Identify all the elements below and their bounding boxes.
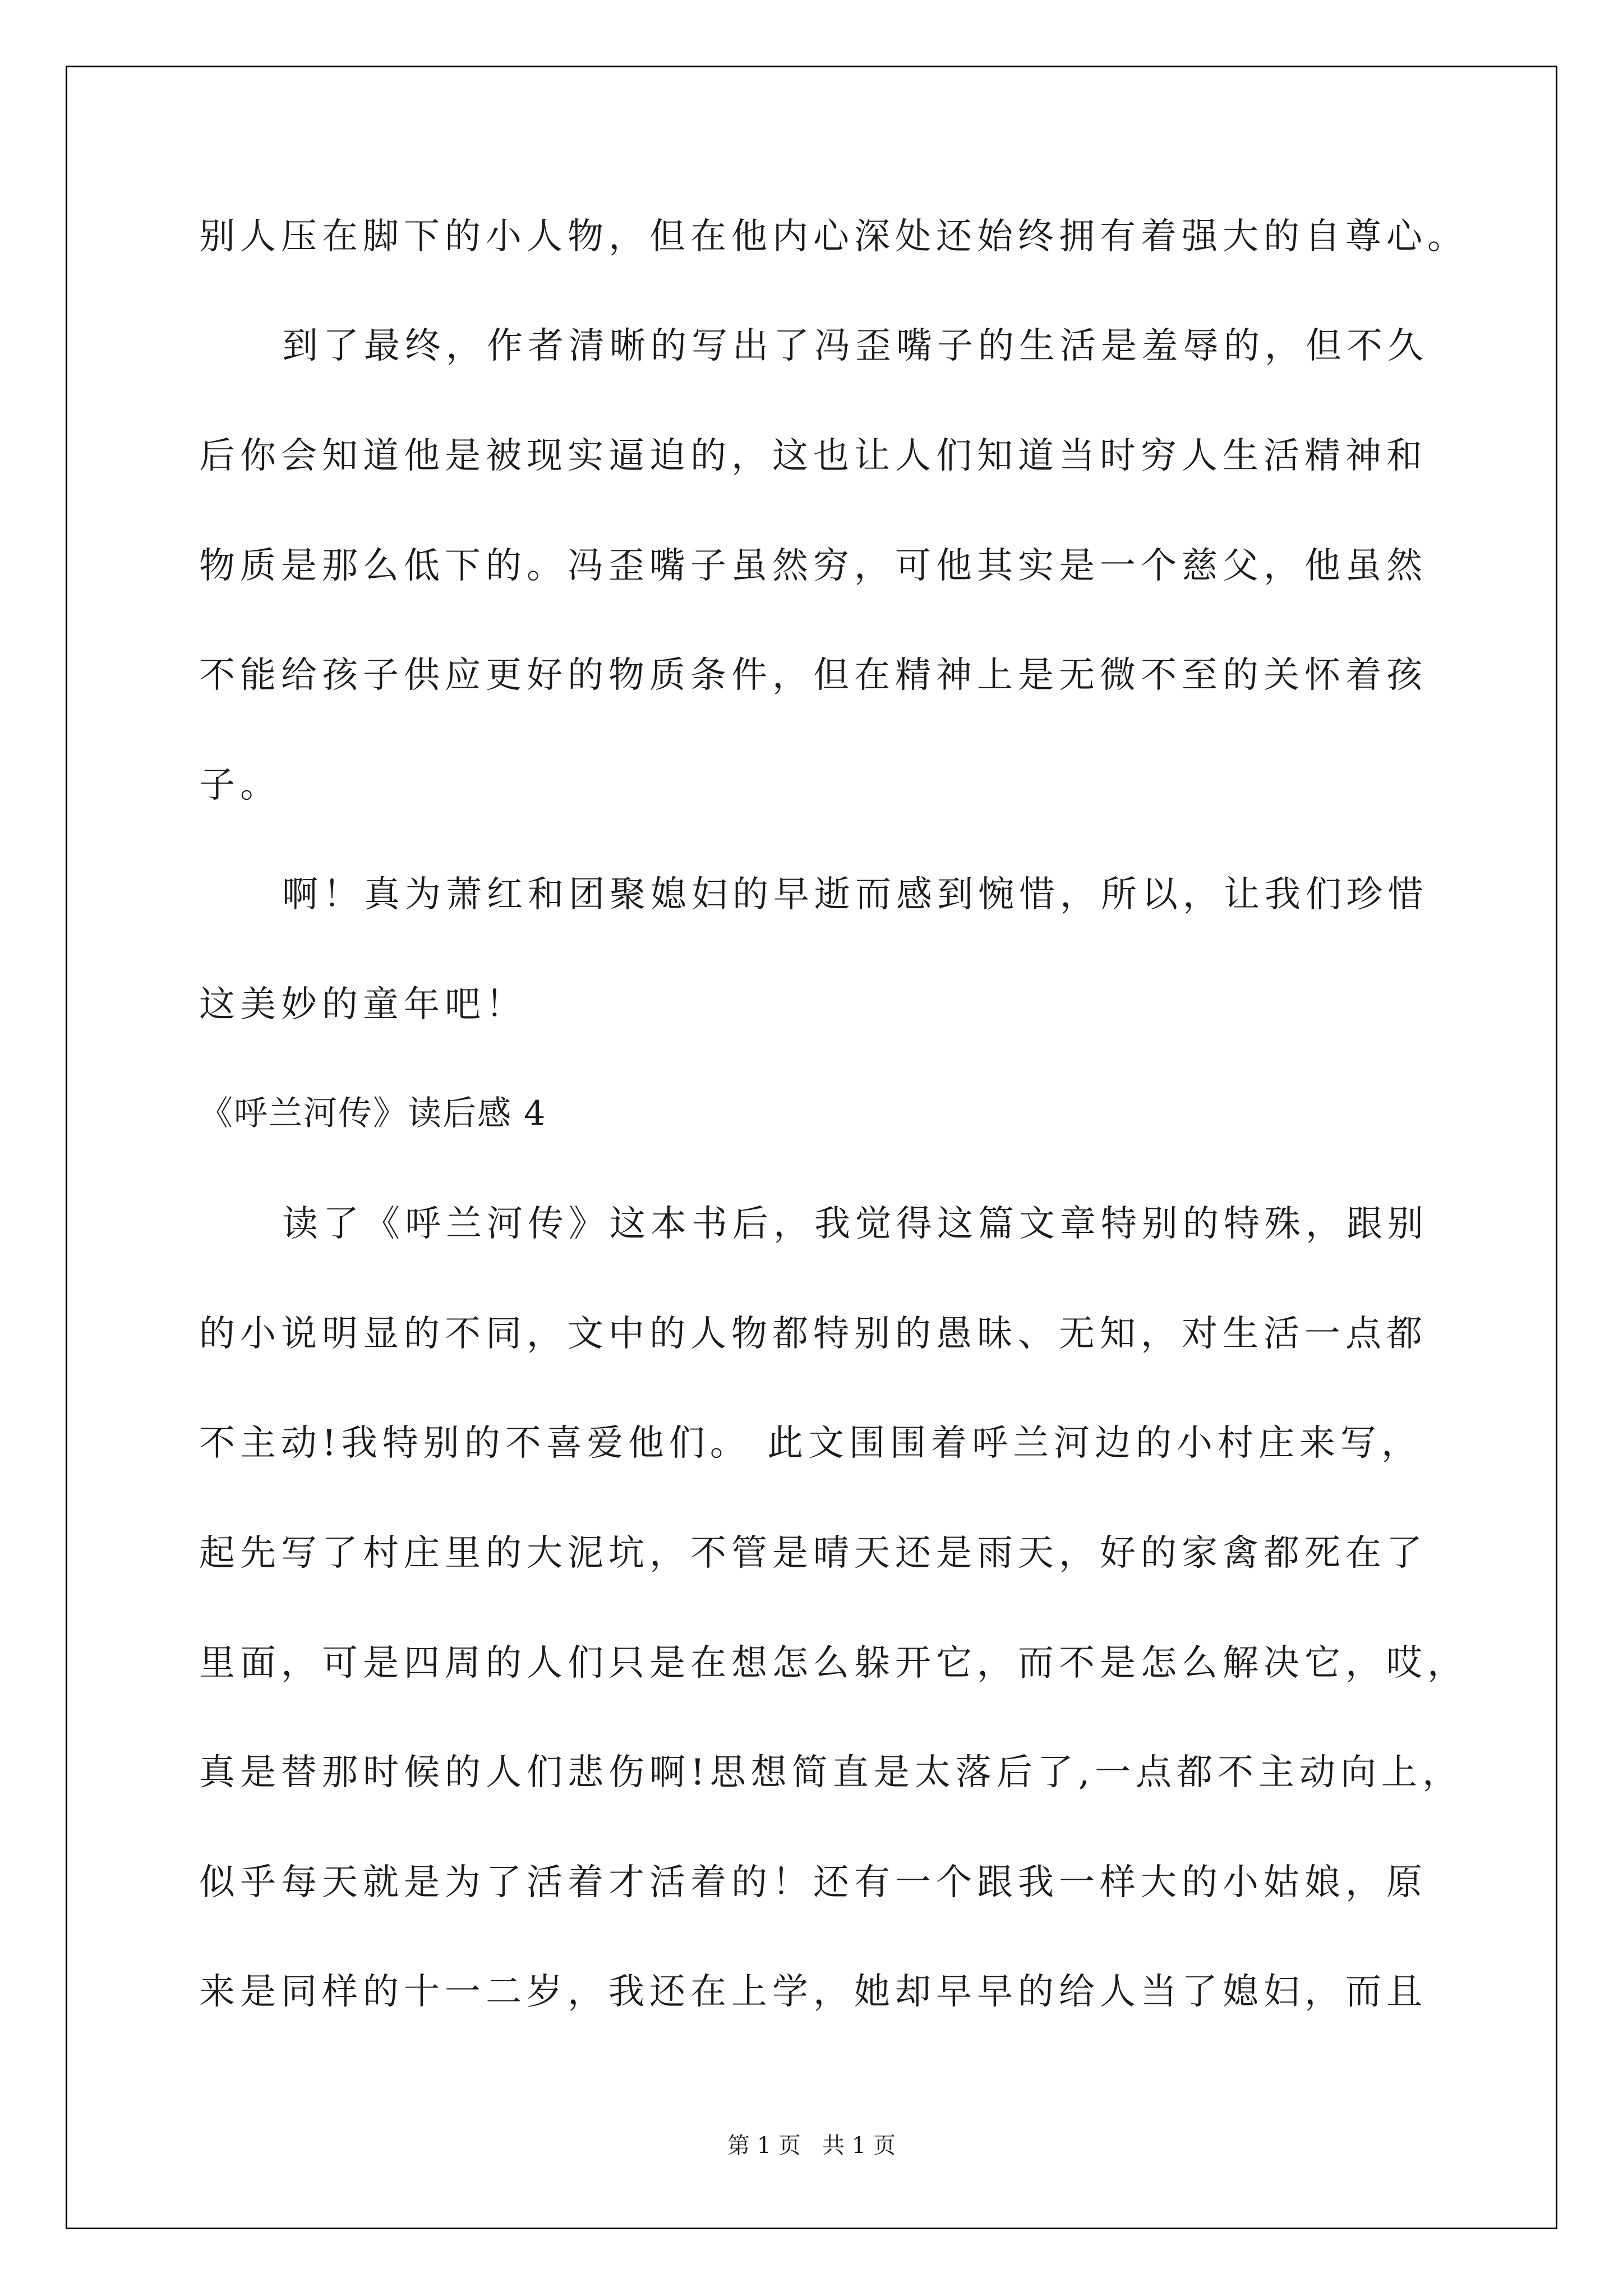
text-line: 来是同样的十一二岁，我还在上学，她却早早的给人当了媳妇，而且 (199, 1971, 1427, 2013)
paragraph-start-line: 读了《呼兰河传》这本书后，我觉得这篇文章特别的特殊，跟别 (282, 1203, 1428, 1245)
text-line: 不能给孩子供应更好的物质条件，但在精神上是无微不至的关怀着孩 (199, 655, 1427, 696)
text-line: 物质是那么低下的。冯歪嘴子虽然穷，可他其实是一个慈父，他虽然 (199, 545, 1427, 587)
paragraph-start-line: 啊！真为萧红和团聚媳妇的早逝而感到惋惜，所以，让我们珍惜 (282, 874, 1428, 915)
page-footer: 第 1 页 共 1 页 (727, 2133, 896, 2159)
text-line: 里面，可是四周的人们只是在想怎么躲开它，而不是怎么解决它，哎， (199, 1642, 1468, 1684)
text-line: 真是替那时候的人们悲伤啊!思想简直是太落后了,一点都不主动向上， (199, 1752, 1464, 1793)
section-heading: 《呼兰河传》读后感 4 (199, 1094, 547, 1133)
page-border (66, 66, 1557, 2229)
text-line: 后你会知道他是被现实逼迫的，这也让人们知道当时穷人生活精神和 (199, 435, 1427, 477)
text-line: 别人压在脚下的小人物，但在他内心深处还始终拥有着强大的自尊心。 (199, 216, 1468, 257)
text-line: 不主动!我特别的不喜爱他们。 此文围围着呼兰河边的小村庄来写， (199, 1423, 1423, 1464)
text-line: 子。 (199, 765, 281, 806)
paragraph-start-line: 到了最终，作者清晰的写出了冯歪嘴子的生活是羞辱的，但不久 (282, 325, 1428, 367)
text-line: 的小说明显的不同，文中的人物都特别的愚昧、无知，对生活一点都 (199, 1313, 1427, 1355)
text-line: 这美妙的童年吧！ (199, 984, 527, 1025)
text-line: 似乎每天就是为了活着才活着的！还有一个跟我一样大的小姑娘，原 (199, 1862, 1427, 1903)
text-line: 起先写了村庄里的大泥坑，不管是晴天还是雨天，好的家禽都死在了 (199, 1533, 1427, 1574)
